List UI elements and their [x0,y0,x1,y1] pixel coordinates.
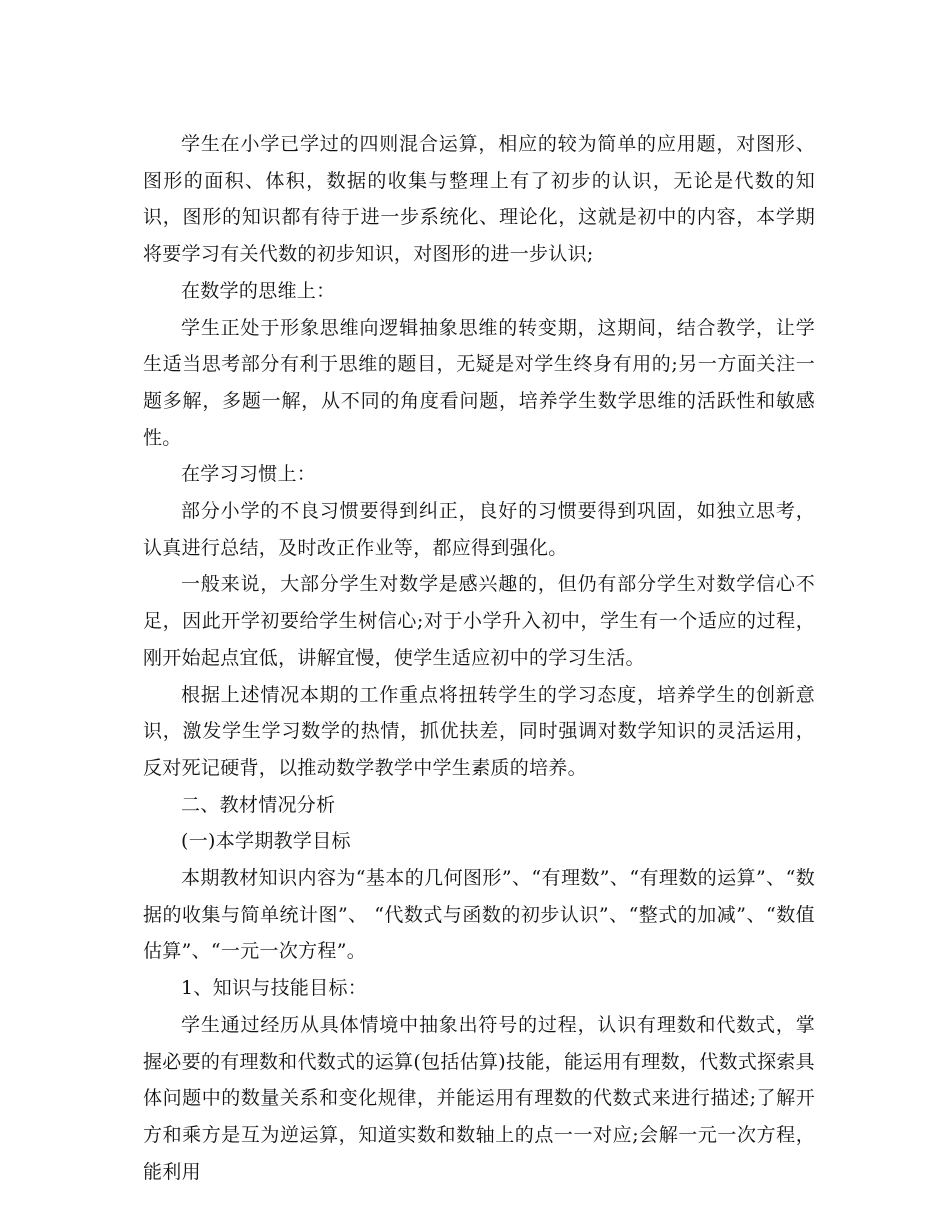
paragraph-habits: 部分小学的不良习惯要得到纠正，良好的习惯要得到巩固，如独立思考，认真进行总结，及时改正作业等，都应得到强化。 [143,500,815,559]
heading-semester-goals: (一)本学期教学目标 [181,830,351,853]
paragraph-work-focus: 根据上述情况本期的工作重点将扭转学生的学习态度，培养学生的创新意识，激发学生学习数学的热情，抓优扶差，同时强调对数学知识的灵活运用，反对死记硬背，以推动数学教学中学生素质的培养。 [143,683,815,779]
paragraph-thinking-transition: 学生正处于形象思维向逻辑抽象思维的转变期，这期间，结合教学，让学生适当思考部分有利于思维的题目，无疑是对学生终身有用的;另一方面关注一题多解，多题一解，从不同的角度看问题，培养学生数学思维的活跃性和敏感性。 [143,316,815,449]
paragraph-knowledge-skill: 学生通过经历从具体情境中抽象出符号的过程，认识有理数和代数式，掌握必要的有理数和代数式的运算(包括估算)技能，能运用有理数，代数式探索具体问题中的数量关系和变化规律，并能运用有理数的代数式来进行描述;了解开方和乘方是互为逆运算，知道实数和数轴上的点一一对应;会解一元一次方程，能利用 [143,1013,815,1183]
heading-textbook-analysis: 二、教材情况分析 [181,793,336,816]
paragraph-interest-confidence: 一般来说，大部分学生对数学是感兴趣的，但仍有部分学生对数学信心不足，因此开学初要给学生树信心;对于小学升入初中，学生有一个适应的过程，刚开始起点宜低，讲解宜慢，使学生适应初中的学习生活。 [143,573,815,669]
document-body [143,126,815,1190]
heading-knowledge-skill-goals: 1、知识与技能目标： [181,977,368,1000]
heading-math-thinking: 在数学的思维上： [181,279,336,302]
heading-study-habits: 在学习习惯上： [181,463,317,486]
paragraph-student-prior-knowledge: 学生在小学已学过的四则混合运算，相应的较为简单的应用题，对图形、图形的面积、体积，数据的收集与整理上有了初步的认识，无论是代数的知识，图形的知识都有待于进一步系统化、理论化，这就是初中的内容，本学期将要学习有关代数的初步知识，对图形的进一步认识; [143,133,815,266]
paragraph-textbook-content: 本期教材知识内容为“基本的几何图形”、“有理数”、“有理数的运算”、“数据的收集与简单统计图”、 “代数式与函数的初步认识”、“整式的加减”、“数值估算”、“一元一次方程”。 [143,867,815,963]
